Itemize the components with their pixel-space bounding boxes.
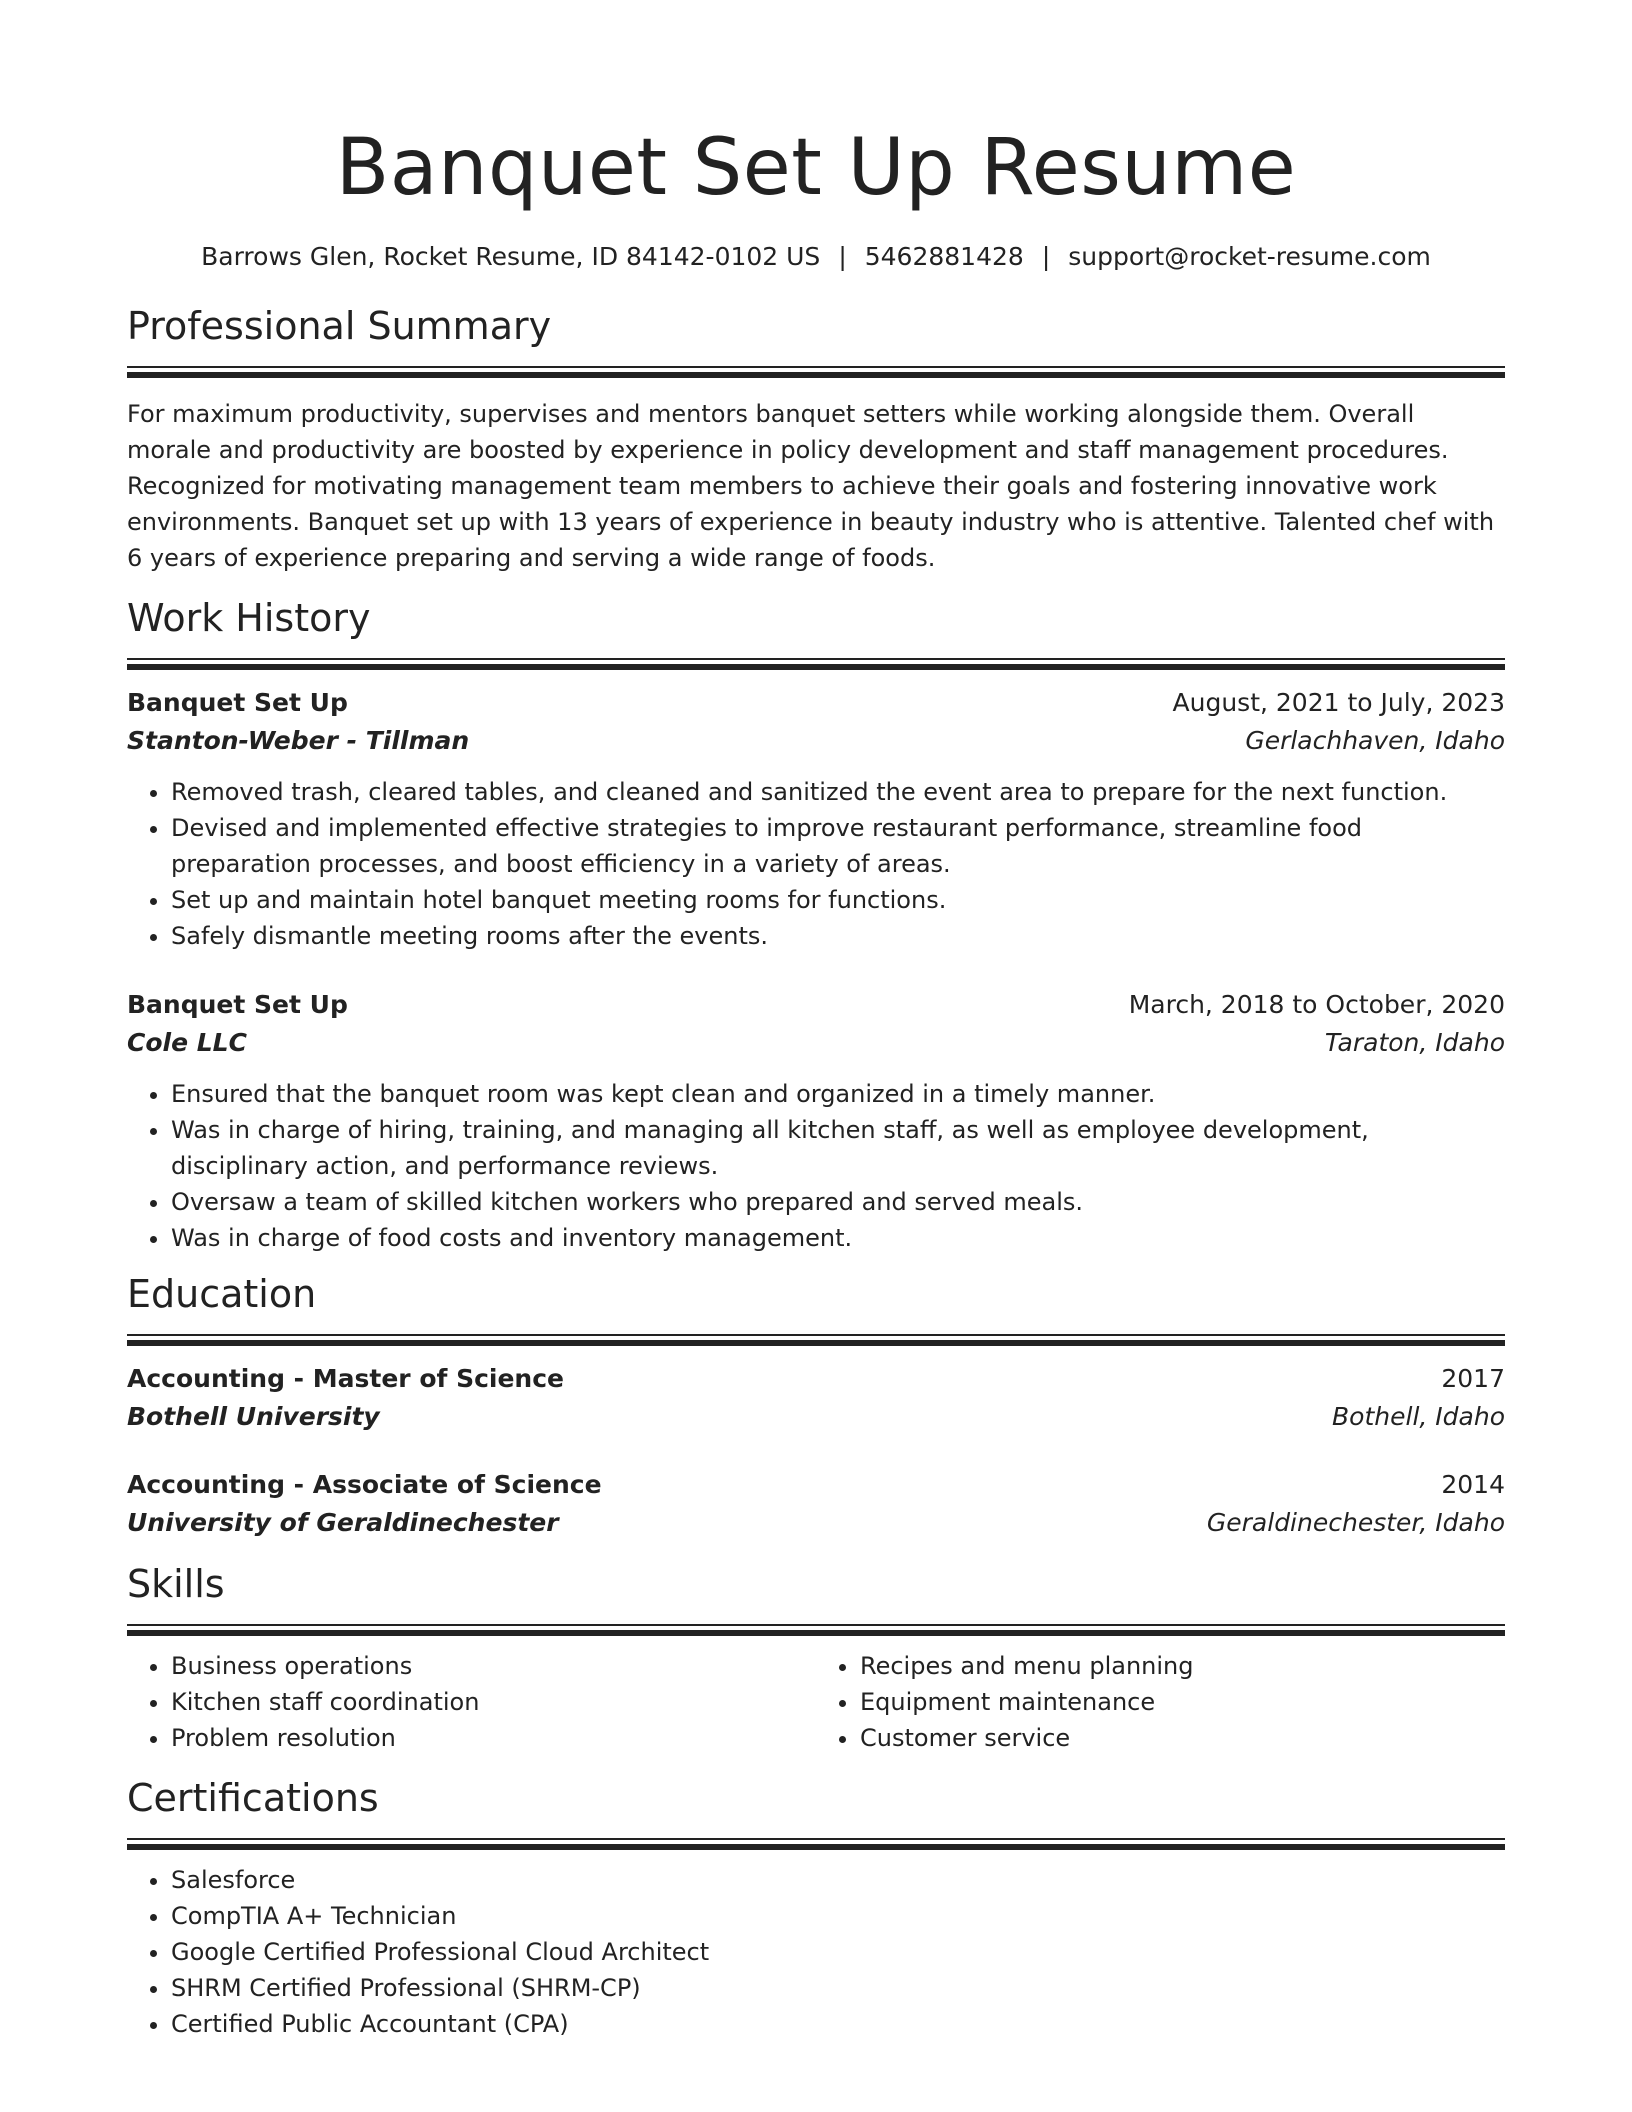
education-school: Bothell University	[127, 1402, 380, 1431]
education-entry	[127, 1466, 1505, 1542]
job-company: Stanton-Weber - Tillman	[127, 726, 470, 755]
skills-grid	[127, 1648, 1505, 1756]
skill-item: • Business operations	[171, 1648, 816, 1684]
job-header-row	[127, 684, 1505, 722]
job-company: Cole LLC	[127, 1028, 247, 1057]
education-heading: Education	[127, 1272, 317, 1316]
contact-address: Barrows Glen, Rocket Resume, ID 84142-0102 US	[201, 242, 821, 271]
skill-item: • Recipes and menu planning	[860, 1648, 1505, 1684]
section-divider	[127, 366, 1505, 378]
skills-list-right	[816, 1648, 1505, 1756]
certifications-section	[127, 1774, 1505, 2042]
job-duties-list	[127, 1076, 1505, 1256]
certifications-list	[127, 1862, 1505, 2042]
summary-section	[127, 302, 1505, 576]
job-entry	[127, 986, 1505, 1256]
education-degree: Accounting - Master of Science	[127, 1364, 564, 1393]
job-entry	[127, 684, 1505, 954]
resume-title: Banquet Set Up Resume	[335, 123, 1297, 213]
work-history-section	[127, 594, 1505, 1256]
certification-item: • Certified Public Accountant (CPA)	[171, 2006, 1505, 2042]
job-dates: March, 2018 to October, 2020	[1128, 990, 1505, 1019]
certification-item: • SHRM Certified Professional (SHRM-CP)	[171, 1970, 1505, 2006]
job-role: Banquet Set Up	[127, 688, 348, 717]
certifications-heading: Certifications	[127, 1776, 379, 1820]
job-duty: • Oversaw a team of skilled kitchen workers who prepared and served meals.	[171, 1184, 1505, 1220]
education-header-row	[127, 1466, 1505, 1504]
job-duty: • Was in charge of food costs and inventory management.	[171, 1220, 1505, 1256]
job-location: Gerlachhaven, Idaho	[1245, 726, 1505, 755]
skills-list-left	[127, 1648, 816, 1756]
work-history-heading: Work History	[127, 596, 371, 640]
skills-section	[127, 1560, 1505, 1756]
job-company-row	[127, 722, 1505, 760]
skill-item: • Equipment maintenance	[860, 1684, 1505, 1720]
education-year: 2014	[1441, 1470, 1505, 1499]
contact-separator: |	[1041, 242, 1051, 271]
job-duty: • Safely dismantle meeting rooms after the events.	[171, 918, 1505, 954]
job-duty: • Removed trash, cleared tables, and cleaned and sanitized the event area to prepare for the next function.	[171, 774, 1505, 810]
job-duty: • Was in charge of hiring, training, and managing all kitchen staff, as well as employee development, disciplinary action, and performance reviews.	[171, 1112, 1505, 1184]
job-dates: August, 2021 to July, 2023	[1172, 688, 1505, 717]
skill-item: • Kitchen staff coordination	[171, 1684, 816, 1720]
job-duty: • Devised and implemented effective strategies to improve restaurant performance, streamline food preparation processes, and boost efficiency in a variety of areas.	[171, 810, 1505, 882]
education-school-row	[127, 1504, 1505, 1542]
skills-heading: Skills	[127, 1562, 225, 1606]
section-divider	[127, 658, 1505, 670]
job-duty: • Ensured that the banquet room was kept clean and organized in a timely manner.	[171, 1076, 1505, 1112]
skill-item: • Customer service	[860, 1720, 1505, 1756]
section-divider	[127, 1838, 1505, 1850]
education-location: Bothell, Idaho	[1332, 1402, 1505, 1431]
contact-phone: 5462881428	[864, 242, 1024, 271]
certification-item: • Google Certified Professional Cloud Architect	[171, 1934, 1505, 1970]
education-degree: Accounting - Associate of Science	[127, 1470, 602, 1499]
summary-text: For maximum productivity, supervises and mentors banquet setters while working alongside them. Overall morale and productivity are boosted by experience in policy development and staff management procedures. Recognized for motivating management team members to achieve their goals and fostering innovative work environments. Banquet set up with 13 years of experience in beauty industry who is attentive. Talented chef with 6 years of experience preparing and serving a wide range of foods.	[127, 400, 1495, 572]
education-location: Geraldinechester, Idaho	[1206, 1508, 1505, 1537]
summary-heading: Professional Summary	[127, 304, 552, 348]
education-header-row	[127, 1360, 1505, 1398]
contact-line	[127, 240, 1505, 274]
job-header-row	[127, 986, 1505, 1024]
job-company-row	[127, 1024, 1505, 1062]
job-duty: • Set up and maintain hotel banquet meeting rooms for functions.	[171, 882, 1505, 918]
job-role: Banquet Set Up	[127, 990, 348, 1019]
section-divider	[127, 1624, 1505, 1636]
certification-item: • CompTIA A+ Technician	[171, 1898, 1505, 1934]
skill-item: • Problem resolution	[171, 1720, 816, 1756]
contact-separator: |	[838, 242, 847, 271]
education-section	[127, 1270, 1505, 1542]
job-duties-list	[127, 774, 1505, 954]
contact-email: support@rocket-resume.com	[1068, 242, 1431, 271]
section-divider	[127, 1334, 1505, 1346]
education-entry	[127, 1360, 1505, 1436]
education-school-row	[127, 1398, 1505, 1436]
certification-item: • Salesforce	[171, 1862, 1505, 1898]
job-location: Taraton, Idaho	[1324, 1028, 1505, 1057]
education-school: University of Geraldinechester	[127, 1508, 559, 1537]
education-year: 2017	[1441, 1364, 1505, 1393]
